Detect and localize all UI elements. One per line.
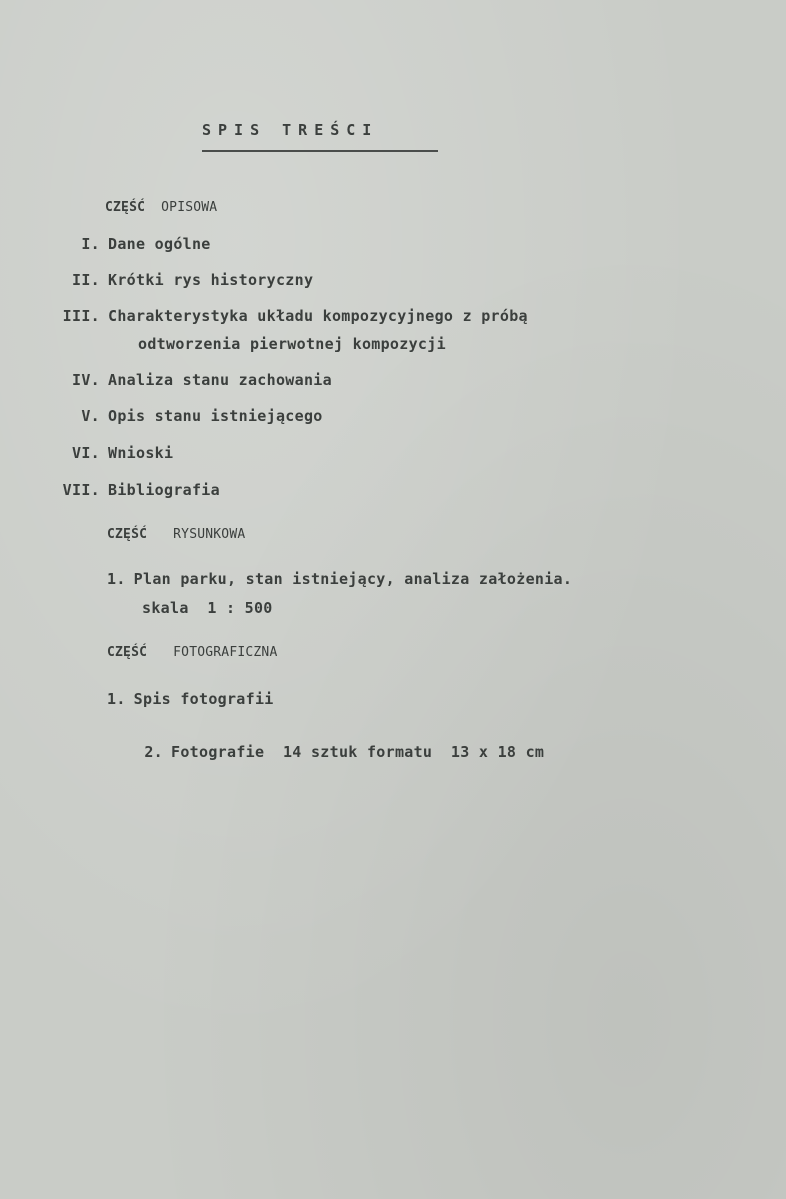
toc-number: VII.: [62, 481, 100, 499]
section-word: RYSUNKOWA: [173, 527, 246, 542]
toc-text: Opis stanu istniejącego: [108, 407, 323, 425]
page-title: SPIS TREŚCI: [202, 121, 379, 139]
section-prefix: CZĘŚĆ: [107, 527, 148, 542]
photo-item-1: [107, 690, 274, 708]
toc-number: II.: [72, 271, 100, 289]
section-word: OPISOWA: [161, 200, 218, 215]
toc-text: Bibliografia: [108, 481, 220, 499]
toc-number: IV.: [72, 371, 100, 389]
toc-item-6: [45, 444, 173, 462]
toc-text: Spis fotografii: [133, 690, 274, 708]
toc-text: Fotografie 14 sztuk formatu 13 x 18 cm: [171, 743, 545, 761]
toc-item-5: [45, 407, 323, 425]
toc-text: Analiza stanu zachowania: [108, 371, 332, 389]
toc-number: III.: [62, 307, 100, 325]
toc-text: Wnioski: [108, 444, 174, 462]
toc-number: V.: [81, 407, 100, 425]
photo-item-2: [107, 725, 544, 779]
section-heading-photo: [107, 644, 278, 662]
toc-item-7: [45, 481, 220, 499]
title-underline: [202, 150, 438, 152]
toc-number: VI.: [72, 444, 100, 462]
toc-item-3: [45, 307, 528, 325]
section-heading-descriptive: [105, 199, 217, 217]
toc-number: I.: [81, 235, 100, 253]
toc-number: 1.: [107, 570, 126, 588]
toc-item-4: [45, 371, 332, 389]
section-prefix: CZĘŚĆ: [107, 645, 148, 660]
section-word: FOTOGRAFICZNA: [173, 645, 278, 660]
toc-number: 1.: [107, 690, 126, 708]
section-prefix: CZĘŚĆ: [105, 200, 146, 215]
section-heading-drawing: [107, 526, 245, 544]
toc-item-2: [45, 271, 313, 289]
toc-text: Krótki rys historyczny: [108, 271, 314, 289]
toc-text: Plan parku, stan istniejący, analiza założenia.: [133, 570, 573, 588]
toc-number: 2.: [144, 743, 163, 761]
toc-text: Charakterystyka układu kompozycyjnego z próbą: [108, 307, 528, 325]
drawing-item-1-continuation: skala 1 : 500: [142, 599, 273, 617]
drawing-item-1: [107, 570, 572, 588]
toc-text: Dane ogólne: [108, 235, 211, 253]
toc-item-1: [45, 235, 211, 253]
toc-item-3-continuation: odtworzenia pierwotnej kompozycji: [138, 335, 446, 353]
